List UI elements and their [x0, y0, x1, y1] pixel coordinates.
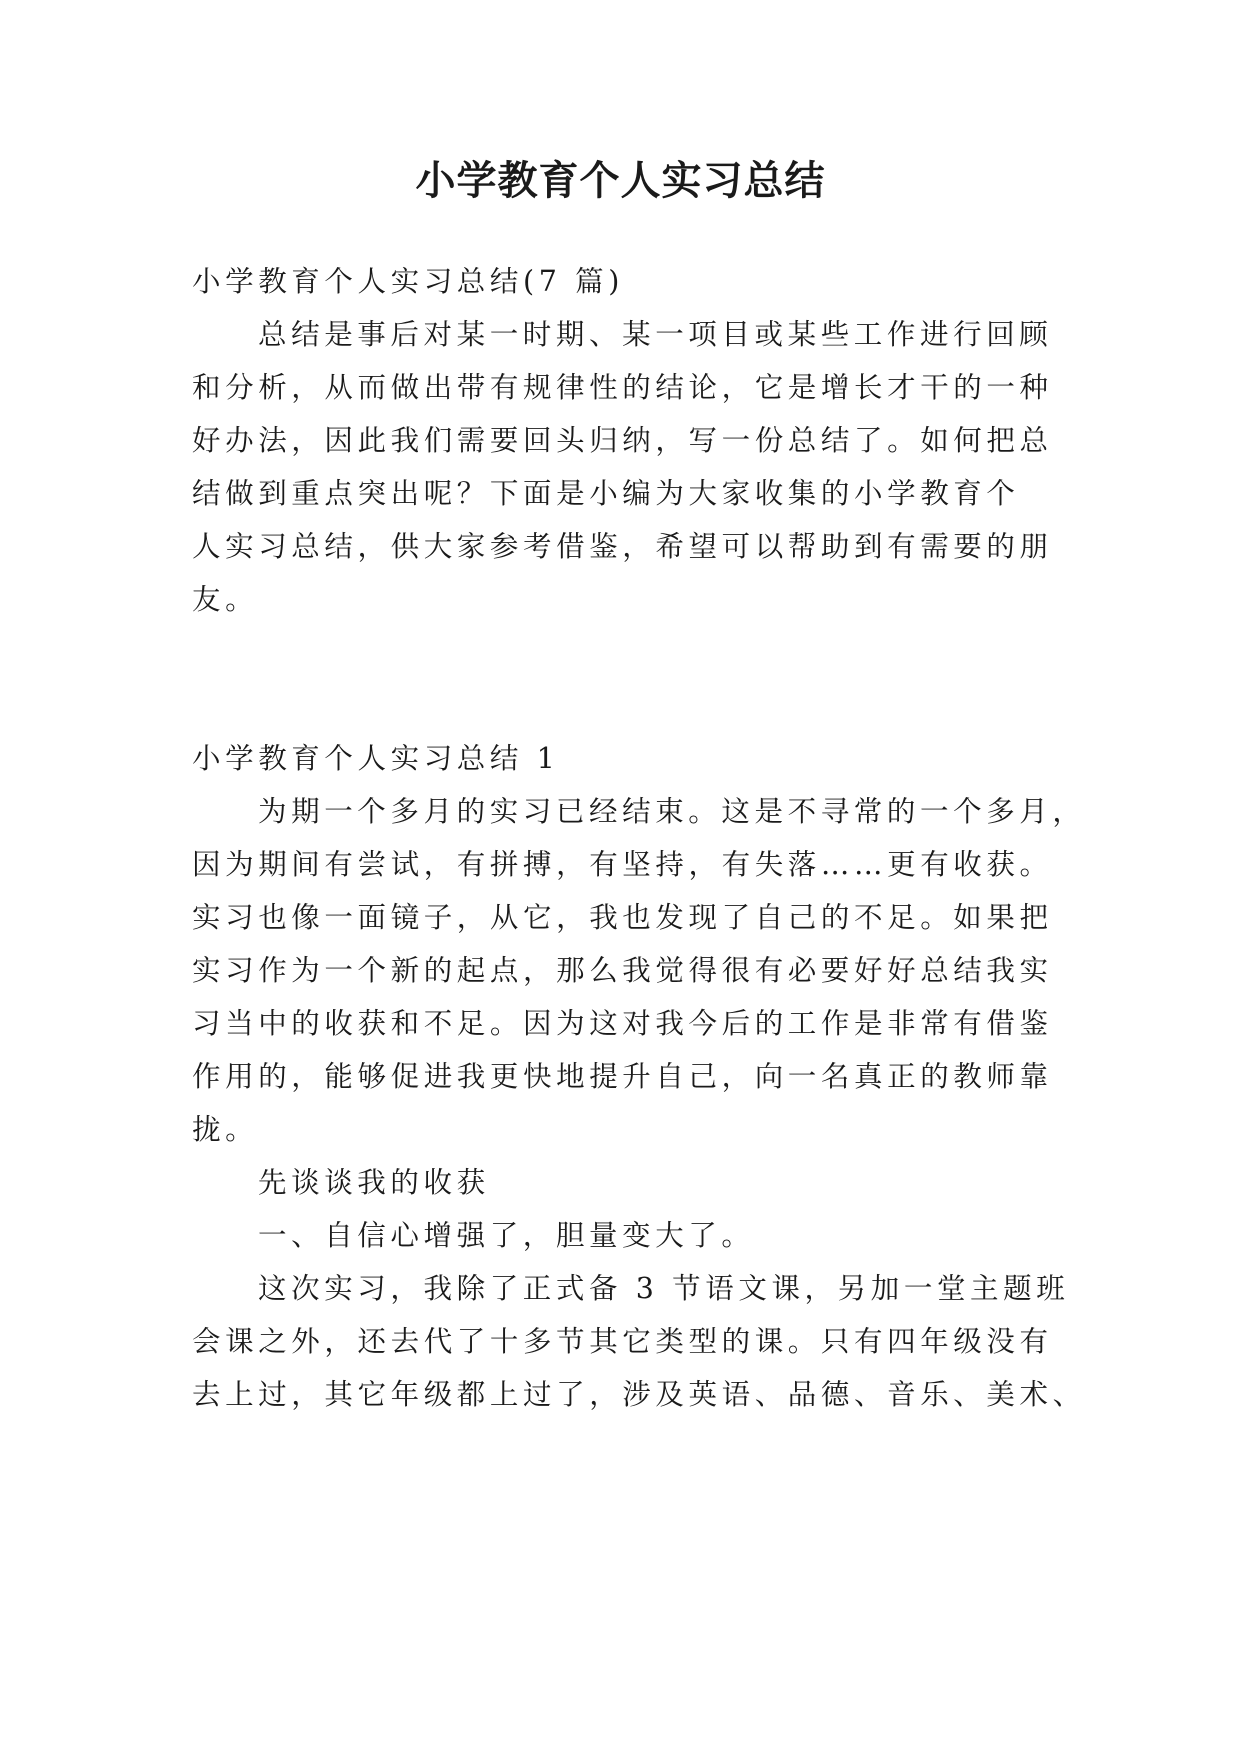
paragraph-line: 去上过，其它年级都上过了，涉及英语、品德、音乐、美术、	[192, 1378, 1086, 1411]
paragraph-line: 习当中的收获和不足。因为这对我今后的工作是非常有借鉴	[192, 1007, 1053, 1040]
sub-heading: 先谈谈我的收获	[258, 1166, 490, 1199]
paragraph-line: 作用的，能够促进我更快地提升自己，向一名真正的教师靠	[192, 1060, 1053, 1093]
section-heading: 小学教育个人实习总结 1	[192, 742, 560, 775]
paragraph-line: 实习也像一面镜子，从它，我也发现了自己的不足。如果把	[192, 901, 1053, 934]
paragraph-line: 会课之外，还去代了十多节其它类型的课。只有四年级没有	[192, 1325, 1053, 1358]
intro-line: 好办法，因此我们需要回头归纳，写一份总结了。如何把总	[192, 424, 1053, 457]
intro-line: 和分析，从而做出带有规律性的结论，它是增长才干的一种	[192, 371, 1053, 404]
paragraph-line: 这次实习，我除了正式备 3 节语文课，另加一堂主题班	[258, 1272, 1070, 1305]
intro-line: 总结是事后对某一时期、某一项目或某些工作进行回顾	[258, 318, 1053, 351]
intro-line: 友。	[192, 583, 259, 616]
paragraph-line: 因为期间有尝试，有拼搏，有坚持，有失落……更有收获。	[192, 848, 1053, 881]
paragraph-line: 为期一个多月的实习已经结束。这是不寻常的一个多月，	[258, 795, 1086, 828]
intro-line: 人实习总结，供大家参考借鉴，希望可以帮助到有需要的朋	[192, 530, 1053, 563]
paragraph-line: 拢。	[192, 1113, 259, 1146]
paragraph-line: 实习作为一个新的起点，那么我觉得很有必要好好总结我实	[192, 954, 1053, 987]
intro-line: 结做到重点突出呢？下面是小编为大家收集的小学教育个	[192, 477, 1020, 510]
document-title: 小学教育个人实习总结	[415, 158, 826, 204]
document-subtitle: 小学教育个人实习总结(7 篇)	[192, 265, 624, 298]
point-heading: 一、自信心增强了，胆量变大了。	[258, 1219, 755, 1252]
